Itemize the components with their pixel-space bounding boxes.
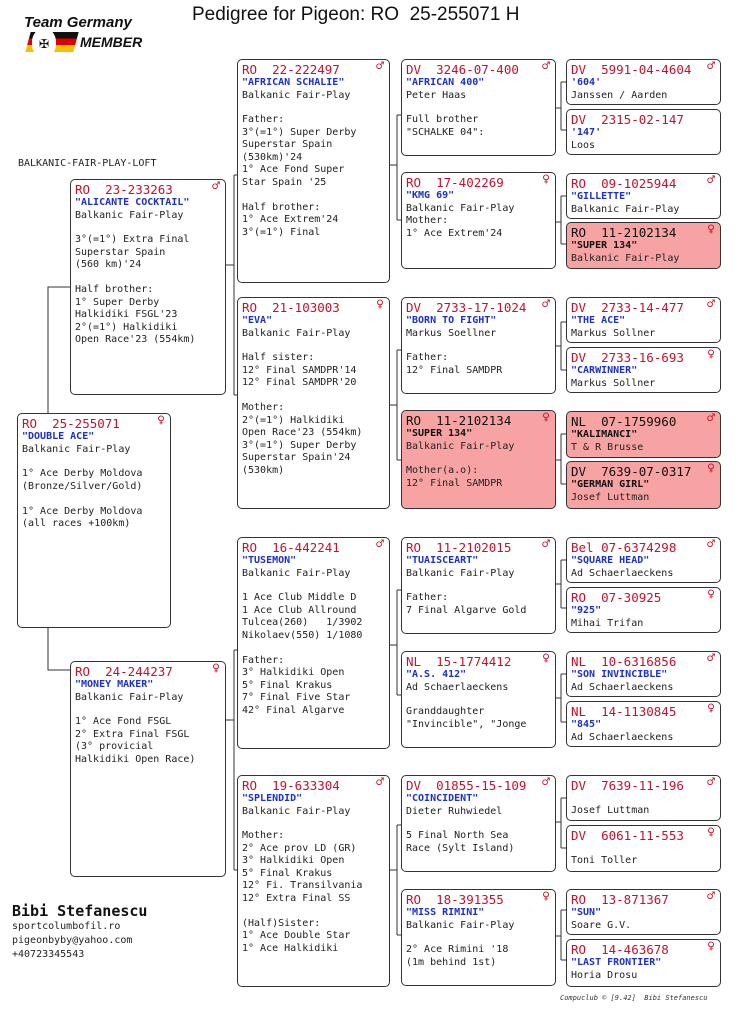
male-symbol-icon: ♂	[707, 297, 715, 312]
pigeon-card-g4-3[interactable]	[566, 173, 721, 219]
breeder-phone: +40723345543	[12, 949, 85, 960]
owner: Josef Luttman	[571, 491, 650, 503]
owner: Markus Sollner	[571, 377, 656, 389]
performance-notes: Half sister: 12° Final SAMDPR'14 12° Final SAMDPR'20 Mother: 2°(=1°) Halkidiki Open Race'23 (554km) 3°(=1°) Super Derby Superstar Spain'24 (530km)	[242, 352, 363, 476]
ring-number: RO 13-871367	[571, 892, 669, 907]
pigeon-name: "EVA"	[242, 315, 273, 326]
owner: Balkanic Fair-Play	[242, 567, 351, 579]
performance-notes: Father: 12° Final SAMDPR	[406, 352, 503, 376]
pigeon-name: "BORN TO FIGHT"	[406, 315, 497, 326]
owner: Balkanic Fair-Play	[406, 440, 515, 452]
female-symbol-icon: ♀	[707, 939, 715, 954]
pigeon-card-ddd[interactable]	[401, 889, 556, 986]
ring-number: RO 19-633304	[242, 778, 340, 793]
page-title: Pedigree for Pigeon: RO 25-255071 H	[192, 4, 520, 25]
pigeon-name: "ALICANTE COCKTAIL"	[75, 197, 190, 208]
owner: Ad Schaerlaeckens	[571, 731, 674, 743]
female-symbol-icon: ♀	[707, 587, 715, 602]
pigeon-name: "925"	[571, 605, 602, 616]
ring-number: DV 7639-07-0317	[571, 464, 692, 479]
owner: Balkanic Fair-Play	[242, 89, 351, 101]
pigeon-card-subject[interactable]	[17, 413, 171, 628]
ring-number: DV 2733-17-1024	[406, 300, 527, 315]
male-symbol-icon: ♂	[707, 59, 715, 74]
male-symbol-icon: ♂	[707, 889, 715, 904]
pigeon-card-sdd[interactable]	[401, 410, 556, 509]
pigeon-name: "SUN"	[571, 907, 602, 918]
female-symbol-icon: ♀	[707, 461, 715, 476]
pigeon-name: "KMG 69"	[406, 190, 455, 201]
ring-number: DV 3246-07-400	[406, 62, 519, 77]
pigeon-name: "THE ACE"	[571, 315, 626, 326]
pigeon-card-sd[interactable]	[237, 297, 390, 509]
owner: Balkanic Fair-Play	[571, 252, 680, 264]
performance-notes: Father: 3°(=1°) Super Derby Superstar Spain (530km)'24 1° Ace Fond Super Star Spain '25 Half brother: 1° Ace Extrem'24 3°(=1°) Final	[242, 114, 357, 238]
performance-notes: 5 Final North Sea Race (Sylt Island)	[406, 830, 515, 854]
ring-number: DV 2733-16-693	[571, 350, 684, 365]
female-symbol-icon: ♀	[707, 825, 715, 840]
male-symbol-icon: ♂	[542, 775, 550, 790]
owner: Balkanic Fair-Play	[571, 203, 680, 215]
performance-notes: 1° Ace Fond FSGL 2° Extra Final FSGL (3° provicial Halkidiki Open Race)	[75, 716, 196, 765]
owner: Toni Toller	[571, 855, 638, 866]
owner: Balkanic Fair-Play	[406, 567, 515, 579]
male-symbol-icon: ♂	[707, 173, 715, 188]
ring-number: RO 09-1025944	[571, 176, 677, 191]
pigeon-name: '604'	[571, 77, 602, 88]
pigeon-name: "DOUBLE ACE"	[22, 431, 95, 442]
ring-number: RO 11-2102015	[406, 540, 512, 555]
pigeon-card-dam[interactable]	[70, 661, 226, 877]
pigeon-name: "GILLETTE"	[571, 191, 632, 202]
female-symbol-icon: ♀	[707, 701, 715, 716]
male-symbol-icon: ♂	[212, 179, 220, 194]
logo-line1: Team Germany	[24, 14, 132, 31]
owner: Markus Soellner	[406, 327, 497, 339]
male-symbol-icon: ♂	[376, 537, 384, 552]
pigeon-card-g4-5[interactable]	[566, 297, 721, 343]
female-symbol-icon: ♀	[212, 661, 220, 676]
performance-notes: 1 Ace Club Middle D 1 Ace Club Allround Tulcea(260) 1/3902 Nikolaev(550) 1/1080 Father: 3° Halkidiki Open 5° Final Krakus 7° Final Five Star 42° Final Algarve	[242, 592, 363, 716]
pigeon-card-g4-7[interactable]	[566, 411, 721, 458]
pigeon-name: "CARWINNER"	[571, 365, 638, 376]
pigeon-name: "MISS RIMINI"	[406, 907, 485, 918]
ring-number: RO 14-463678	[571, 942, 669, 957]
pigeon-name: '147'	[571, 127, 602, 138]
pigeon-card-g4-6[interactable]	[566, 347, 721, 393]
ring-number: RO 24-244237	[75, 664, 173, 679]
performance-notes: Father: 7 Final Algarve Gold	[406, 592, 527, 616]
performance-notes: 1° Ace Derby Moldova (Bronze/Silver/Gold) 1° Ace Derby Moldova (all races +100km)	[22, 468, 143, 529]
pigeon-card-dss[interactable]	[401, 537, 556, 634]
ring-number: RO 17-402269	[406, 175, 504, 190]
female-symbol-icon: ♀	[707, 222, 715, 237]
male-symbol-icon: ♂	[707, 651, 715, 666]
pigeon-name: "TUSEMON"	[242, 555, 297, 566]
ring-number: NL 15-1774412	[406, 654, 512, 669]
ring-number: DV 6061-11-553	[571, 828, 684, 843]
ring-number: NL 10-6316856	[571, 654, 677, 669]
pigeon-card-g4-9[interactable]	[566, 537, 721, 583]
ring-number: DV 7639-11-196	[571, 778, 684, 793]
pigeon-card-g4-14[interactable]	[566, 825, 721, 872]
pigeon-name: "SUPER 134"	[406, 428, 473, 439]
pigeon-name: "SUPER 134"	[571, 240, 638, 251]
pigeon-card-ssd[interactable]	[401, 172, 556, 269]
pigeon-card-g4-10[interactable]	[566, 587, 721, 633]
performance-notes: 2° Ace Rimini '18 (1m behind 1st)	[406, 944, 509, 968]
breeder-email[interactable]: pigeonbyby@yahoo.com	[12, 935, 133, 946]
pigeon-card-dsd[interactable]	[401, 651, 556, 748]
pigeon-name: "AFRICAN SCHALIE"	[242, 77, 345, 88]
owner: Peter Haas	[406, 89, 467, 101]
ring-number: Bel 07-6374298	[571, 540, 677, 555]
male-symbol-icon: ♂	[707, 775, 715, 790]
ring-number: NL 07-1759960	[571, 414, 677, 429]
pigeon-name: "845"	[571, 719, 602, 730]
female-symbol-icon: ♀	[707, 347, 715, 362]
eagle-icon: ✠	[32, 28, 56, 56]
performance-notes: Granddaughter "Invincible", "Jonge	[406, 706, 527, 730]
ring-number: RO 25-255071	[22, 416, 120, 431]
performance-notes: Full brother "SCHALKE 04":	[406, 114, 485, 138]
pigeon-card-dds[interactable]	[401, 775, 556, 872]
owner: Josef Luttman	[571, 805, 650, 816]
ring-number: RO 23-233263	[75, 182, 173, 197]
owner: Soare G.V.	[571, 919, 632, 931]
performance-notes: 3°(=1°) Extra Final Superstar Spain (560 km)'24 Half brother: 1° Super Derby Halkidiki FSGL'23 2°(=1°) Halkidiki Open Race'23 (554km)	[75, 234, 196, 345]
ring-number: NL 14-1130845	[571, 704, 677, 719]
pigeon-card-sss[interactable]	[401, 59, 556, 156]
owner: Balkanic Fair-Play	[406, 919, 515, 931]
footer-credit: Compuclub © [9.42] Bibi Stefanescu	[560, 994, 708, 1002]
owner: Balkanic Fair-Play	[75, 209, 184, 221]
owner: Loos	[571, 139, 596, 151]
pigeon-name: "SQUARE HEAD"	[571, 555, 650, 566]
ring-number: RO 11-2102134	[406, 413, 512, 428]
breeder-website[interactable]: sportcolumbofil.ro	[12, 921, 121, 932]
owner: Ad Schaerlaeckens	[571, 567, 674, 579]
owner: Janssen / Aarden	[571, 89, 668, 101]
owner: Balkanic Fair-Play	[75, 691, 184, 703]
female-symbol-icon: ♀	[542, 410, 550, 425]
male-symbol-icon: ♂	[707, 537, 715, 552]
owner: Ad Schaerlaeckens	[406, 681, 509, 693]
owner: Balkanic Fair-Play	[22, 443, 131, 455]
owner: Dieter Ruhwiedel	[406, 805, 503, 817]
ring-number: RO 07-30925	[571, 590, 662, 605]
owner: T & R Brusse	[571, 441, 644, 453]
breeder-contact	[12, 902, 147, 962]
pigeon-name: "AFRICAN 400"	[406, 77, 485, 88]
ring-number: RO 22-222497	[242, 62, 340, 77]
owner: Balkanic Fair-Play Mother: 1° Ace Extrem'24	[406, 202, 515, 239]
pigeon-card-ss[interactable]	[237, 59, 390, 283]
performance-notes: Mother(a.o): 12° Final SAMDPR	[406, 465, 503, 489]
pigeon-card-g4-2[interactable]	[566, 109, 721, 155]
pigeon-name: "SPLENDID"	[242, 793, 303, 804]
female-symbol-icon: ♀	[542, 889, 550, 904]
owner: Mihai Trifan	[571, 617, 644, 629]
ring-number: RO 16-442241	[242, 540, 340, 555]
ring-number: DV 2733-14-477	[571, 300, 684, 315]
ring-number: DV 5991-04-4604	[571, 62, 692, 77]
owner: Balkanic Fair-Play	[242, 327, 351, 339]
pigeon-name: "COINCIDENT"	[406, 793, 479, 804]
pigeon-card-sire[interactable]	[70, 179, 226, 395]
female-symbol-icon: ♀	[157, 413, 165, 428]
ring-number: RO 21-103003	[242, 300, 340, 315]
pigeon-name: "KALIMANCI"	[571, 429, 638, 440]
pigeon-card-g4-12[interactable]	[566, 701, 721, 747]
logo-line2: MEMBER	[80, 34, 143, 50]
male-symbol-icon: ♂	[542, 537, 550, 552]
male-symbol-icon: ♂	[376, 59, 384, 74]
pigeon-card-sds[interactable]	[401, 297, 556, 394]
pigeon-card-g4-15[interactable]	[566, 889, 721, 935]
pigeon-card-g4-1[interactable]	[566, 59, 721, 105]
ring-number: RO 18-391355	[406, 892, 504, 907]
pigeon-name: "A.S. 412"	[406, 669, 467, 680]
ring-number: RO 11-2102134	[571, 225, 677, 240]
pigeon-card-g4-4[interactable]	[566, 222, 721, 269]
breeder-name: Bibi Stefanescu	[12, 902, 148, 920]
owner: Ad Schaerlaeckens	[571, 681, 674, 693]
female-symbol-icon: ♀	[376, 297, 384, 312]
owner: Markus Sollner	[571, 327, 656, 339]
pigeon-card-ds[interactable]	[237, 537, 390, 749]
owner: Horia Drosu	[571, 969, 638, 981]
pigeon-name: "TUAISCEART"	[406, 555, 479, 566]
male-symbol-icon: ♂	[376, 775, 384, 790]
female-symbol-icon: ♀	[542, 651, 550, 666]
pigeon-card-g4-11[interactable]	[566, 651, 721, 697]
ring-number: DV 2315-02-147	[571, 112, 684, 127]
pigeon-name: "SON INVINCIBLE"	[571, 669, 668, 680]
pigeon-name: "GERMAN GIRL"	[571, 479, 650, 490]
pigeon-card-g4-13[interactable]	[566, 775, 721, 821]
male-symbol-icon: ♂	[542, 59, 550, 74]
male-symbol-icon: ♂	[542, 297, 550, 312]
pigeon-card-g4-8[interactable]	[566, 461, 721, 509]
ring-number: DV 01855-15-109	[406, 778, 527, 793]
owner: Balkanic Fair-Play	[242, 805, 351, 817]
male-symbol-icon: ♂	[707, 411, 715, 426]
pigeon-card-dd[interactable]	[237, 775, 390, 987]
pigeon-name: "MONEY MAKER"	[75, 679, 154, 690]
loft-name: BALKANIC-FAIR-PLAY-LOFT	[18, 158, 157, 169]
pigeon-name: "LAST FRONTIER"	[571, 957, 662, 968]
female-symbol-icon: ♀	[542, 172, 550, 187]
performance-notes: Mother: 2° Ace prov LD (GR) 3° Halkidiki Open 5° Final Krakus 12° Fi. Transilvania 12° Extra Final SS (Half)Sister: 1° Ace Double Star 1° Ace Halkidiki	[242, 830, 363, 954]
pigeon-card-g4-16[interactable]	[566, 939, 721, 987]
